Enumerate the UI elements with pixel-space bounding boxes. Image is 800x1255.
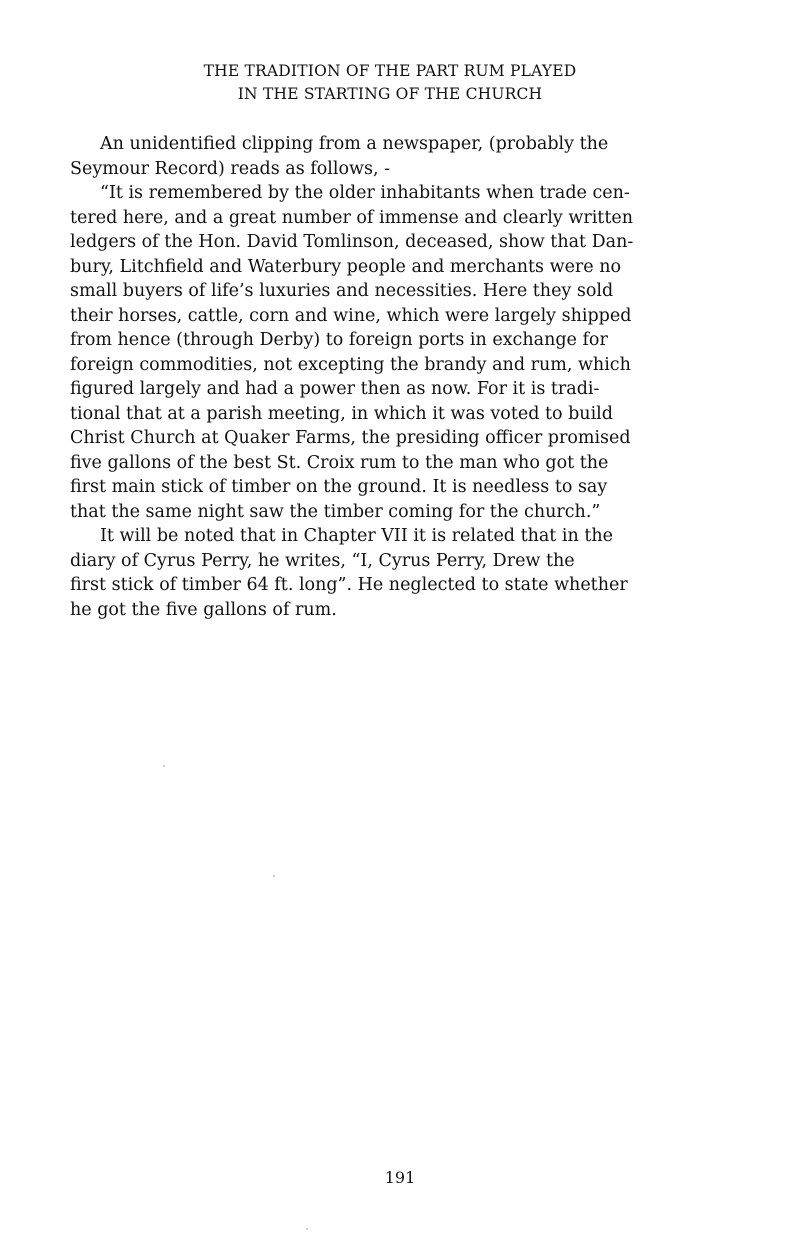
text-line: It will be noted that in Chapter VII it is related that in the — [100, 526, 613, 546]
scan-speck — [306, 1228, 308, 1230]
text-line: tered here, and a great number of immense and clearly written — [70, 207, 633, 228]
text-line: figured largely and had a power then as now. For it is tradi- — [70, 379, 600, 399]
text-line: foreign commodities, not excepting the brandy and rum, which — [70, 354, 631, 375]
text-line: their horses, cattle, corn and wine, which were largely shipped — [70, 305, 632, 326]
text-line: Seymour Record) reads as follows, - — [70, 158, 391, 179]
scan-speck — [163, 765, 165, 767]
text-line: bury, Litchfield and Waterbury people and merchants were no — [70, 256, 622, 277]
chapter-title-line-2: IN THE STARTING OF THE CHURCH — [237, 85, 543, 103]
page-number: 191 — [384, 1168, 416, 1187]
paragraph-quotation — [70, 181, 730, 524]
text-line: first main stick of timber on the ground. It is needless to say — [70, 477, 608, 497]
text-line: Christ Church at Quaker Farms, the presiding officer promised — [70, 428, 631, 448]
paragraph-intro — [70, 132, 730, 181]
scan-speck — [273, 875, 275, 877]
text-line: five gallons of the best St. Croix rum to the man who got the — [70, 452, 609, 473]
text-line: ledgers of the Hon. David Tomlinson, deceased, show that Dan- — [70, 232, 634, 252]
text-line: he got the five gallons of rum. — [70, 599, 337, 620]
chapter-title-line-1: THE TRADITION OF THE PART RUM PLAYED — [203, 62, 577, 80]
text-line: first stick of timber 64 ft. long”. He neglected to state whether — [70, 575, 628, 595]
paragraph-closing — [70, 524, 730, 622]
text-line: “It is remembered by the older inhabitants when trade cen- — [100, 183, 630, 203]
text-line: from hence (through Derby) to foreign ports in exchange for — [70, 330, 608, 350]
text-line: tional that at a parish meeting, in which it was voted to build — [70, 403, 613, 424]
text-line: small buyers of life’s luxuries and necessities. Here they sold — [70, 281, 614, 301]
text-line: that the same night saw the timber coming for the church.” — [70, 501, 601, 522]
text-line: diary of Cyrus Perry, he writes, “I, Cyrus Perry, Drew the — [70, 550, 575, 571]
text-line: An unidentified clipping from a newspaper, (probably the — [100, 134, 609, 154]
